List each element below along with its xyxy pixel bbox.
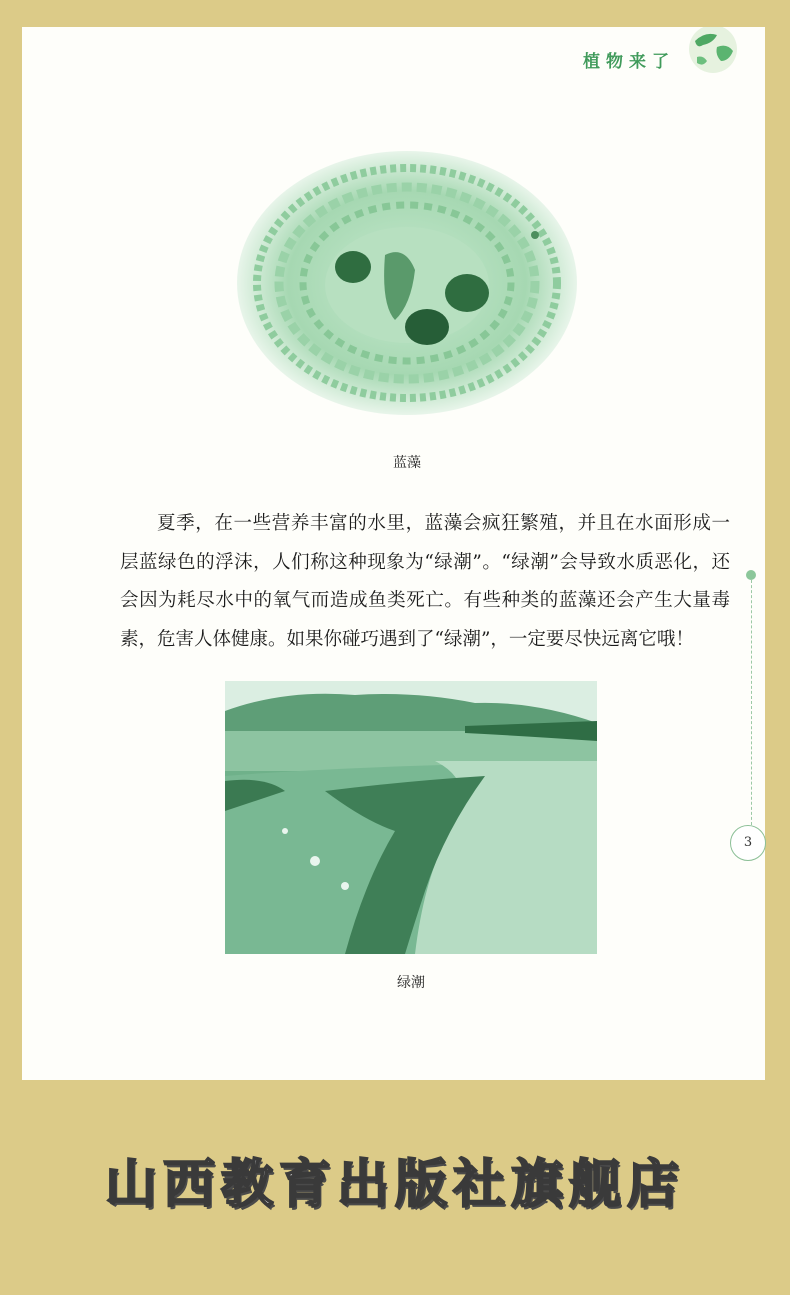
- green-tide-photo: [225, 681, 597, 954]
- body-paragraph: 夏季，在一些营养丰富的水里，蓝藻会疯狂繁殖，并且在水面形成一层蓝绿色的浮沫，人们称这种现象为“绿潮”。“绿潮”会导致水质恶化，还会因为耗尽水中的氧气而造成鱼类死亡。有些种类的蓝藻还会产生大量毒素，危害人体健康。如果你碰巧遇到了“绿潮”，一定要尽快远离它哦！: [120, 513, 730, 650]
- book-page: [22, 27, 765, 1080]
- globe-icon: [683, 27, 743, 77]
- body-text: [120, 505, 730, 659]
- algae-micrograph: [235, 145, 579, 421]
- margin-dot-icon: [746, 570, 756, 580]
- algae-caption: 蓝藻: [393, 455, 421, 471]
- store-banner: 山西教育出版社旗舰店: [104, 1155, 685, 1215]
- series-title: 植物来了: [583, 52, 675, 72]
- green-tide-figure: [225, 681, 597, 954]
- algae-figure: [235, 145, 579, 421]
- page-number: 3: [730, 825, 766, 861]
- green-tide-caption: 绿潮: [397, 975, 425, 991]
- margin-rule: [751, 575, 752, 830]
- series-header: [563, 27, 743, 77]
